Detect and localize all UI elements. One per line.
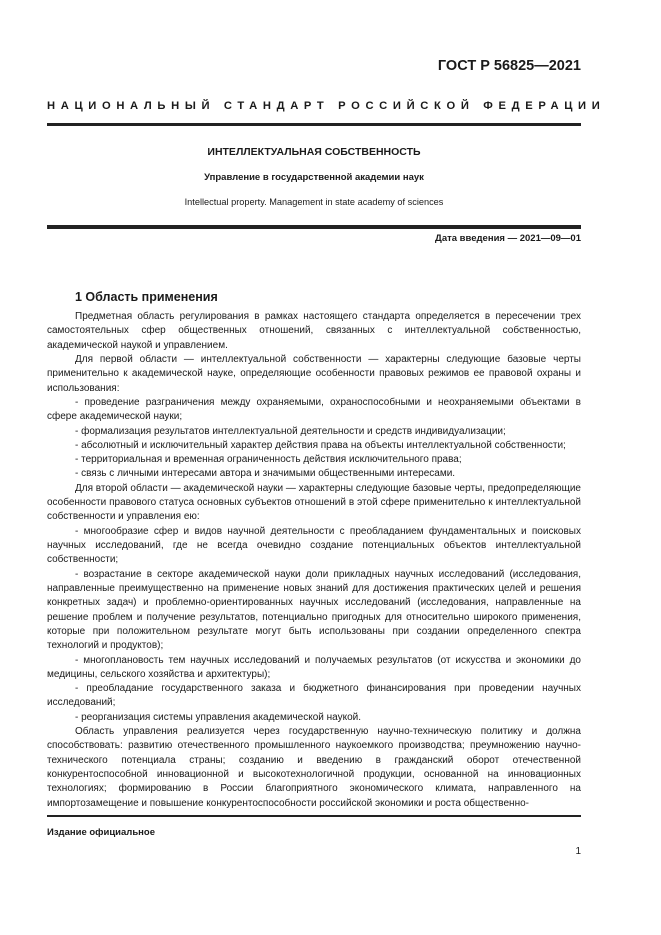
document-subtitle: Управление в государственной академии наук xyxy=(204,172,424,183)
list-item: - возрастание в секторе академической науки доли прикладных научных исследований (исследования, направленные преимущественно на применение новых знаний для достижения практических целей и решения конкретных задач) и проблемно-ориентированных научных исследований (исследования, направленные на решение проблем и получение результатов, потенциально пригодных для относительно широкого применения, которые при положительном результате могут быть использованы при создании определенного спектра технологий и продуктов); xyxy=(47,568,581,652)
section-body xyxy=(47,310,581,811)
list-item: - многоплановость тем научных исследований и получаемых результатов (от искусства и экономики до медицины, сельского хозяйства и архитектуры); xyxy=(47,654,581,680)
list-item: - реорганизация системы управления академической наукой. xyxy=(75,711,362,723)
list-item: - формализация результатов интеллектуальной деятельности и средств индивидуализации; xyxy=(75,425,506,437)
title-divider xyxy=(47,225,581,229)
page-number: 1 xyxy=(575,846,581,857)
list-item: - абсолютный и исключительный характер действия права на объекты интеллектуальной собственности; xyxy=(75,439,566,451)
national-standard-heading: НАЦИОНАЛЬНЫЙ СТАНДАРТ РОССИЙСКОЙ ФЕДЕРАЦИИ xyxy=(47,100,606,112)
section-heading: 1 Область применения xyxy=(75,290,218,304)
paragraph: Для второй области — академической науки — характерны следующие базовые черты, предопределяющие особенности правового статуса основных субъектов отношений в этой сфере применительно к интеллектуальной собственности и управления ею: xyxy=(47,482,581,523)
paragraph: Предметная область регулирования в рамках настоящего стандарта определяется в пересечении трех самостоятельных сфер общественных отношений, связанных с интеллектуальной собственностью, академической наукой и управлением. xyxy=(47,311,581,351)
list-item: - связь с личными интересами автора и значимыми общественными интересами. xyxy=(75,468,456,480)
effective-date: Дата введения — 2021—09—01 xyxy=(435,233,581,244)
official-edition-label: Издание официальное xyxy=(47,827,155,838)
footer-divider xyxy=(47,815,581,817)
list-item: - проведение разграничения между охраняемыми, охраноспособными и неохраняемыми объектами в сфере академической науки; xyxy=(47,396,581,423)
list-item: - преобладание государственного заказа и бюджетного финансирования при проведении научных исследований; xyxy=(47,683,581,709)
english-title: Intellectual property. Management in state academy of sciences xyxy=(184,197,444,207)
list-item: - многообразие сфер и видов научной деятельности с преобладанием фундаментальных и поисковых научных исследований, где не всегда очевидно создание потенциальных объектов интеллектуальной собственности; xyxy=(47,525,581,566)
top-divider xyxy=(47,123,581,126)
gost-number: ГОСТ Р 56825—2021 xyxy=(437,58,581,74)
paragraph: Для первой области — интеллектуальной собственности — характерны следующие базовые черты применительно к академической науке, определяющие особенности правовых режимов ее правовой охраны и использования: xyxy=(47,353,581,394)
list-item: - территориальная и временная ограниченность действия исключительного права; xyxy=(75,454,462,466)
document-title: ИНТЕЛЛЕКТУАЛЬНАЯ СОБСТВЕННОСТЬ xyxy=(207,146,421,158)
paragraph: Область управления реализуется через государственную научно-техническую политику и должна способствовать: развитию отечественного промышленного наукоемкого производства; преумножению научно-технического потенциала страны; созданию и введению в гражданский оборот отечественной конкурентоспособной инновационной и высокотехнологичной продукции, основанной на инновационных технологиях; формированию в России благоприятного экономического климата, направленного на импортозамещение и повышение конкурентоспособности российской экономики и роста общественно- xyxy=(47,726,581,809)
